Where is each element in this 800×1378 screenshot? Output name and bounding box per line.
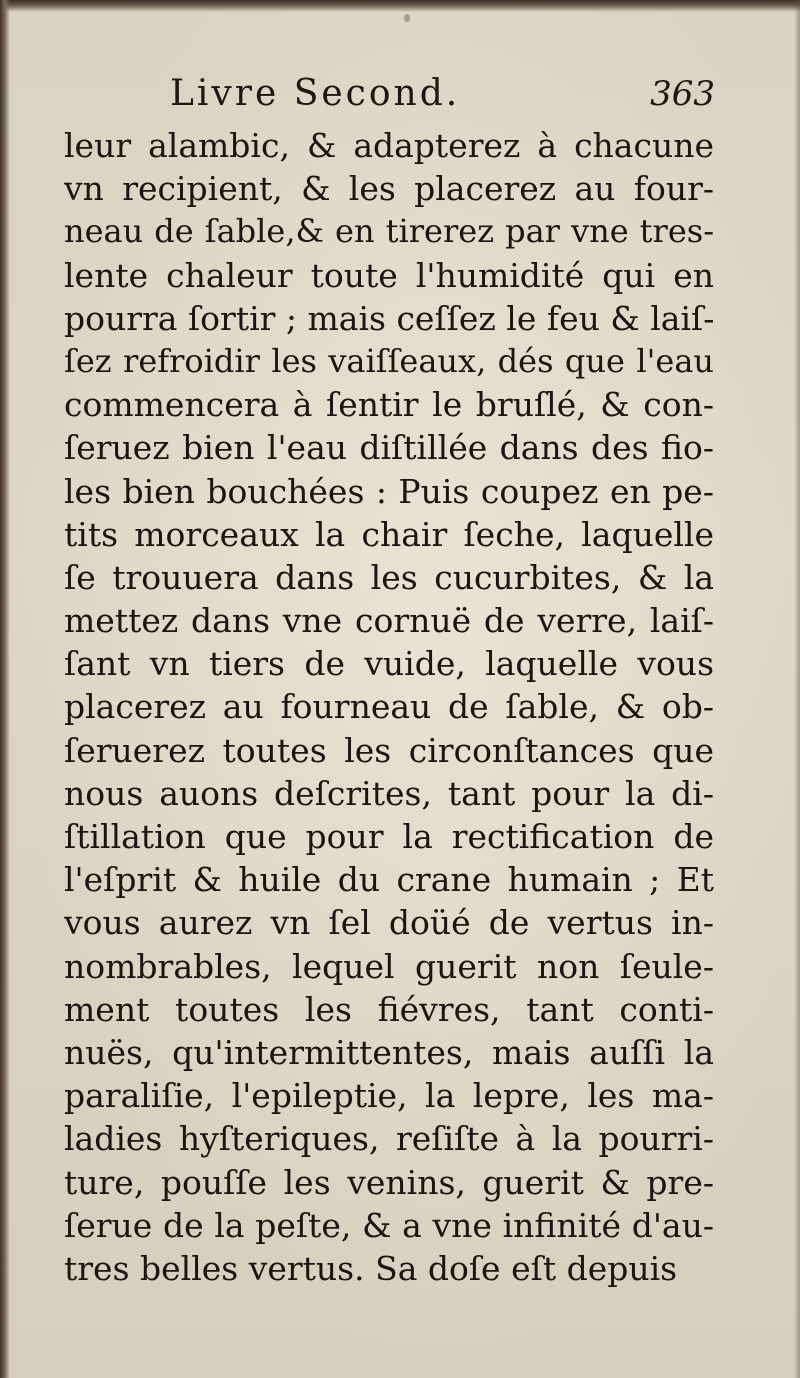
text-line: leur alambic, & adapterez à chacune — [64, 126, 714, 165]
text-line: lente chaleur toute l'humidité qui en — [64, 255, 714, 295]
text-line: commencera à ſentir le bruſlé, & con- — [64, 385, 714, 425]
page-top-shadow — [0, 0, 800, 12]
text-line: nombrables, lequel guerit non ſeule- — [64, 946, 714, 986]
text-line: les bien bouchées : Puis coupez en pe- — [64, 471, 714, 511]
text-line: tits morceaux la chair ſeche, laquelle — [64, 514, 714, 554]
page-header — [170, 66, 715, 122]
text-line: paraliſie, l'epileptie, la lepre, les ma- — [64, 1076, 714, 1116]
text-line: nous auons deſcrites, tant pour la di- — [64, 773, 714, 813]
text-line: ſeruerez toutes les circonſtances que — [64, 730, 714, 770]
text-line: neau de ſable,& en tirerez par vne tres- — [64, 212, 714, 251]
page-right-shadow — [794, 0, 800, 1378]
text-line: ſeruez bien l'eau diſtillée dans des fio- — [64, 428, 714, 468]
text-line: ſant vn tiers de vuide, laquelle vous — [64, 644, 714, 684]
text-line: l'eſprit & huile du crane humain ; Et — [64, 860, 714, 900]
text-line: ment toutes les fiévres, tant conti- — [64, 989, 714, 1029]
text-line: vous aurez vn ſel doüé de vertus in- — [64, 903, 714, 943]
text-line: mettez dans vne cornuë de verre, laiſ- — [64, 601, 714, 641]
text-line: ſez refroidir les vaiſſeaux, dés que l'eau — [64, 341, 714, 380]
text-line: nuës, qu'intermittentes, mais auſſi la — [64, 1032, 714, 1072]
text-line: ſerue de la peſte, & a vne infinité d'au- — [64, 1205, 714, 1245]
text-line: placerez au fourneau de ſable, & ob- — [64, 687, 714, 727]
text-line: ſtillation que pour la rectification de — [64, 817, 714, 856]
page-binding-shadow — [0, 0, 10, 1378]
body-text — [64, 124, 714, 1290]
text-line: vn recipient, & les placerez au four- — [64, 169, 714, 209]
text-line: ladies hyſteriques, reſiſte à la pourri- — [64, 1119, 714, 1159]
text-line: ſe trouuera dans les cucurbites, & la — [64, 557, 714, 597]
running-head: Livre Second. — [170, 73, 461, 114]
text-line: pourra ſortir ; mais ceſſez le feu & laiſ- — [64, 298, 714, 338]
ink-spot — [404, 14, 410, 22]
page-number: 363 — [650, 74, 715, 114]
text-line: ture, pouſſe les venins, guerit & pre- — [64, 1162, 714, 1202]
text-line: tres belles vertus. Sa doſe eſt depuis — [64, 1248, 678, 1288]
